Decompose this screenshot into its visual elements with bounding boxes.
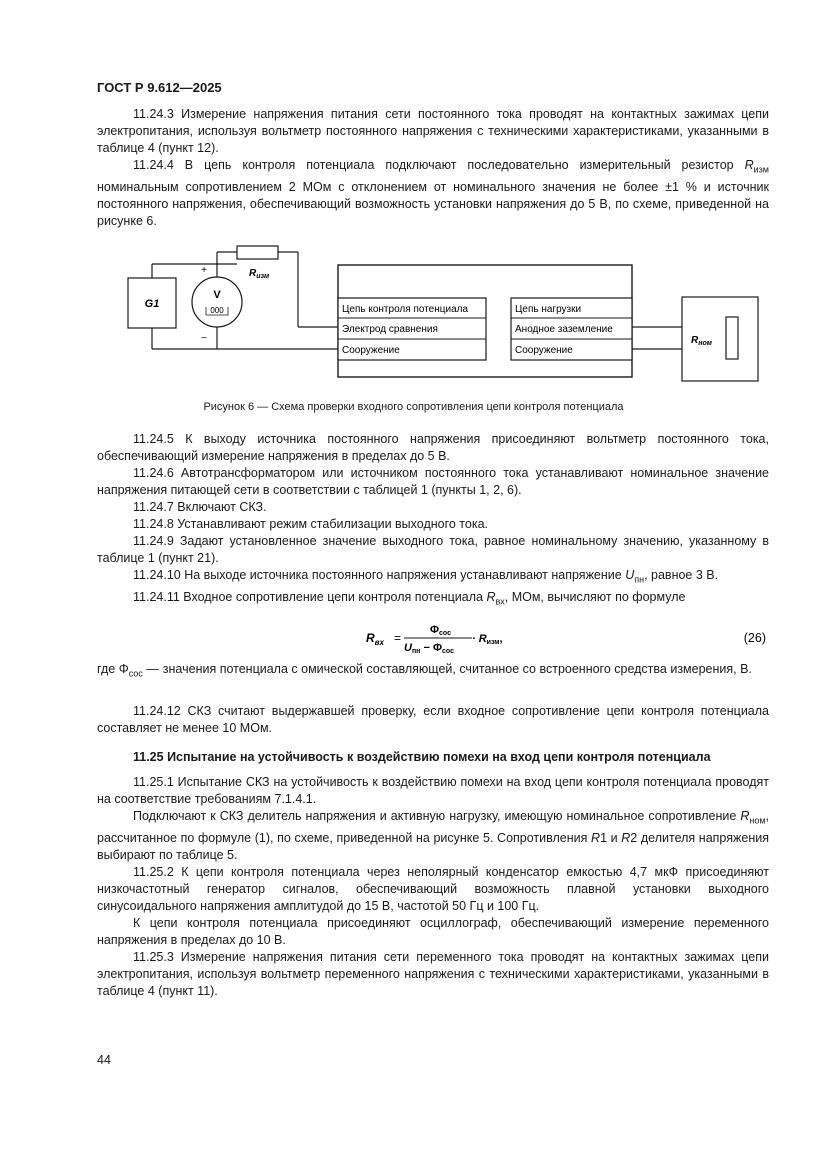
paragraph-11-25-1: 11.25.1 Испытание СКЗ на устойчивость к воздействию помехи на вход цепи контроля потенциала проводят на соответствие требованиям 7.1.4.1. xyxy=(97,775,769,806)
voltmeter-label: V xyxy=(213,289,221,301)
section-11-24-steps xyxy=(97,431,769,610)
paragraph-11-24-5: 11.24.5 К выходу источника постоянного напряжения присоединяют вольтметр постоянного тока, обеспечивающий измерение напряжения в пределах до 5 В. xyxy=(97,432,769,463)
formula-number: (26) xyxy=(743,631,766,645)
page-number: 44 xyxy=(97,1053,111,1067)
formula-26 xyxy=(360,620,770,660)
r-izm-label: $R_{изм}$ xyxy=(249,268,270,280)
resistor-r-nom xyxy=(726,317,738,359)
formula-denominator: Uпн − Φсос xyxy=(404,642,454,655)
paragraph-11-24-10: 11.24.10 На выходе источника постоянного напряжения устанавливают напряжение $U_{пн}$, равное 3 В. xyxy=(133,568,719,585)
left-row-3: Сооружение xyxy=(342,345,400,356)
formula-lhs: $R_{вх}$ xyxy=(366,631,384,647)
paragraph-11-25-3: 11.25.3 Измерение напряжения питания сети переменного тока проводят на контактных зажимах цепи электропитания, используя вольтметр переменного напряжения с техническими характеристиками, указанными в таблице 4 (пункт 11). xyxy=(97,949,769,998)
resistor-r-izm xyxy=(237,246,278,259)
paragraph-11-24-8: 11.24.8 Устанавливают режим стабилизации выходного тока. xyxy=(133,517,489,531)
left-row-1: Цепь контроля потенциала xyxy=(342,304,469,315)
figure-6-diagram xyxy=(120,243,760,393)
paragraph-divider-connection: Подключают к СКЗ делитель напряжения и активную нагрузку, имеющую номинальное сопротивление $R_{ном}$, рассчитанное по формуле (1), по схеме, приведенной на рисунке 5. Сопротивления R1 и R2 делителя напряжения выбирают по таблице 5. xyxy=(97,809,769,862)
plus-sign: + xyxy=(201,265,207,276)
right-row-2: Анодное заземление xyxy=(515,324,613,335)
where-clause xyxy=(97,661,769,683)
right-row-3: Сооружение xyxy=(515,345,573,356)
paragraph-11-24-7: 11.24.7 Включают СКЗ. xyxy=(133,500,267,514)
paragraph-11-24-4: 11.24.4 В цепь контроля потенциала подключают последовательно измерительный резистор $R_{изм}$ номинальным сопротивлением 2 МОм с отклонением от номинального значения не более ±1 % и источник постоянного напряжения, обеспечивающий возможность установки напряжения до 5 В, по схеме, приведенной на рисунке 6. xyxy=(97,158,769,228)
section-11-24-12-and-11-25 xyxy=(97,703,769,1000)
g1-label: G1 xyxy=(144,298,160,310)
left-row-2: Электрод сравнения xyxy=(342,324,438,335)
formula-multiplier: · Rизм, xyxy=(472,633,503,646)
section-11-24-intro xyxy=(97,106,769,230)
voltmeter-display: 000 xyxy=(210,306,224,315)
document-code: ГОСТ Р 9.612—2025 xyxy=(97,80,222,95)
paragraph-11-24-12: 11.24.12 СКЗ считают выдержавшей проверку, если входное сопротивление цепи контроля потенциала составляет не менее 10 МОм. xyxy=(97,704,769,735)
where-description: значения потенциала с омической составляющей, считанное со встроенного средства измерения, В. xyxy=(162,662,752,676)
formula-eq: = xyxy=(394,631,402,645)
paragraph-11-24-9: 11.24.9 Задают установленное значение выходного тока, равное номинальному значению, указанному в таблице 1 (пункт 21). xyxy=(97,534,769,565)
paragraph-11-24-11: 11.24.11 Входное сопротивление цепи контроля потенциала $R_{вх}$, МОм, вычисляют по формуле xyxy=(133,589,686,606)
minus-sign: − xyxy=(201,333,207,344)
voltmeter-circle xyxy=(192,277,242,327)
formula-legend xyxy=(97,661,769,683)
paragraph-11-25-2: 11.25.2 К цепи контроля потенциала через неполярный конденсатор емкостью 4,7 мкФ присоединяют низкочастотный генератор сигналов, обеспечивающий возможность плавной установки выходного синусоидального напряжения амплитудой до 15 В, частотой 50 Гц и 100 Гц. xyxy=(97,864,769,913)
figure-caption: Рисунок 6 — Схема проверки входного сопротивления цепи контроля потенциала xyxy=(203,401,624,413)
paragraph-11-24-6: 11.24.6 Автотрансформатором или источником постоянного тока устанавливают номинальное значение напряжения питающей сети в соответствии с таблицей 1 (пункты 1, 2, 6). xyxy=(97,466,769,497)
formula-numerator: Φсос xyxy=(430,624,452,637)
paragraph-oscilloscope: К цепи контроля потенциала присоединяют осциллограф, обеспечивающий измерение переменного напряжения в пределах до 10 В. xyxy=(97,915,769,947)
r-nom-label: $R_{ном}$ xyxy=(691,335,712,347)
heading-11-25: 11.25 Испытание на устойчивость к воздействию помехи на вход цепи контроля потенциала xyxy=(133,750,711,764)
paragraph-11-24-3: 11.24.3 Измерение напряжения питания сети постоянного тока проводят на контактных зажимах цепи электропитания, используя вольтметр постоянного напряжения с техническими характеристиками, указанными в таблице 4 (пункт 12). xyxy=(97,107,769,155)
right-row-1: Цепь нагрузки xyxy=(515,304,582,315)
where-label: где $\Phi_{сос}$ — xyxy=(97,662,159,679)
